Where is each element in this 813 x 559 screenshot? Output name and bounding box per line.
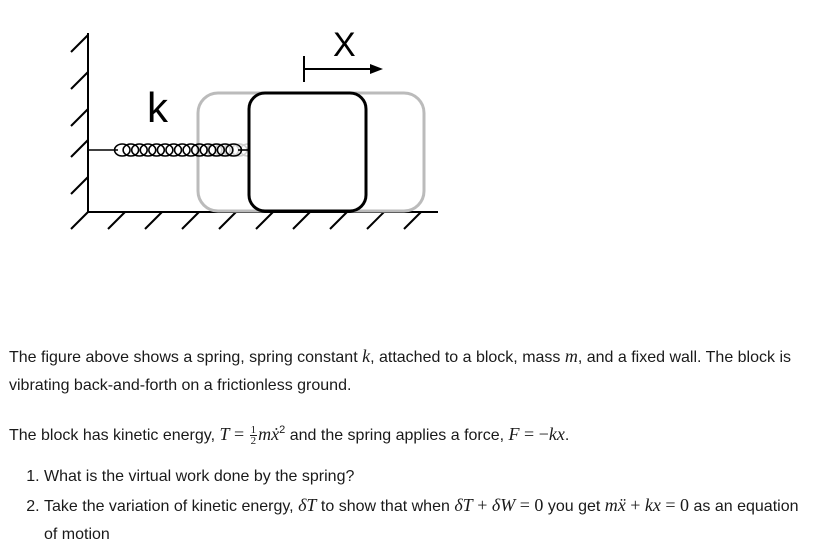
arrow-head-icon <box>370 64 383 74</box>
text-run: Take the variation of kinetic energy, <box>44 498 299 515</box>
symbol-deltaT: δT <box>454 495 473 515</box>
text-run: as an equation of motion <box>44 498 799 543</box>
symbol-F: F <box>508 424 520 444</box>
text-run: The block has kinetic energy, <box>9 427 220 444</box>
equals-sign: = <box>229 424 249 444</box>
spring-label: k <box>147 84 168 131</box>
fraction-denominator: 2 <box>250 435 257 447</box>
symbol-m: m <box>564 346 578 366</box>
plus-sign: + <box>472 495 492 515</box>
list-item <box>44 491 804 549</box>
displacement-label: X <box>333 26 356 64</box>
fraction-numerator: 1 <box>250 424 257 436</box>
symbol-T: T <box>219 424 230 444</box>
equals-minus: = − <box>519 424 549 444</box>
question-list <box>0 463 804 549</box>
fraction-one-half <box>250 425 258 446</box>
paragraph-description <box>9 342 809 400</box>
symbol-deltaT: δT <box>298 495 317 515</box>
text-run: you get <box>543 498 605 515</box>
equals-zero: = 0 <box>660 495 690 515</box>
text-run: , and a fixed wall. The block is vibrating back-and-forth on a frictionless ground. <box>9 349 792 394</box>
symbol-kx: kx <box>644 495 661 515</box>
symbol-kx: kx <box>548 424 565 444</box>
symbol-m-xdot: mẋ <box>258 424 280 444</box>
text-run: to show that when <box>316 498 455 515</box>
fixed-wall <box>71 33 88 212</box>
paragraph-energy <box>9 416 809 450</box>
text-run: . <box>564 427 570 444</box>
text-run: The figure above shows a spring, spring constant <box>9 349 363 366</box>
ground <box>71 212 438 229</box>
text-run: and the spring applies a force, <box>285 427 509 444</box>
block <box>249 93 366 211</box>
symbol-deltaW: δW <box>491 495 516 515</box>
text-run: , attached to a block, mass <box>370 349 565 366</box>
plus-sign: + <box>625 495 645 515</box>
symbol-k: k <box>362 346 371 366</box>
equals-zero: = 0 <box>515 495 544 515</box>
list-item <box>44 463 804 491</box>
exponent-two: 2 <box>279 424 286 436</box>
text-run: What is the virtual work done by the spring? <box>44 468 355 485</box>
symbol-m-xddot: mẍ <box>604 495 626 515</box>
